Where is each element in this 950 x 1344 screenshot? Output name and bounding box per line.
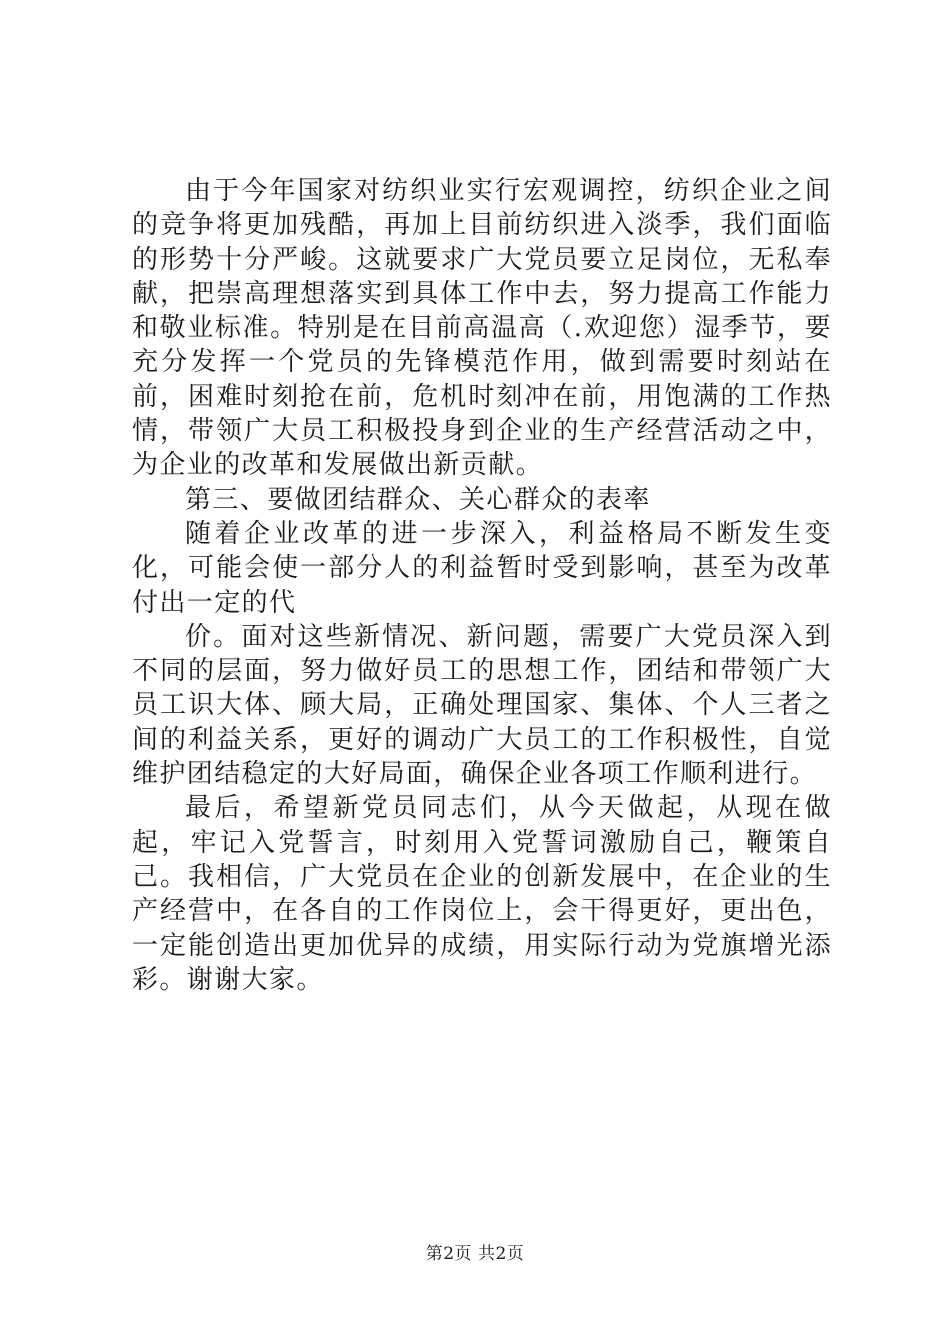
paragraph-heading-third: 第三、要做团结群众、关心群众的表率 bbox=[185, 484, 651, 515]
page-number: 第2页 共2页 bbox=[425, 1244, 525, 1264]
paragraph-reform-detail: 价。面对这些新情况、新问题，需要广大党员深入到不同的层面，努力做好员工的思想工作，团结和带领广大员工识大体、顾大局，正确处理国家、集体、个人三者之间的利益关系，更好的调动广大员工的工作积极性，自觉维护团结稳定的大好局面，确保企业各项工作顺利进行。 bbox=[132, 621, 832, 790]
paragraph-reform-intro: 随着企业改革的进一步深入，利益格局不断发生变化，可能会使一部分人的利益暂时受到影响，甚至为改革付出一定的代 bbox=[132, 518, 832, 618]
paragraph-closing: 最后，希望新党员同志们，从今天做起，从现在做起，牢记入党誓言，时刻用入党誓词激励自己，鞭策自己。我相信，广大党员在企业的创新发展中，在企业的生产经营中，在各自的工作岗位上，会干得更好，更出色，一定能创造出更加优异的成绩，用实际行动为党旗增光添彩。谢谢大家。 bbox=[132, 793, 832, 995]
page-footer bbox=[0, 1243, 950, 1265]
document-body bbox=[132, 174, 832, 997]
paragraph-situation: 由于今年国家对纺织业实行宏观调控，纺织企业之间的竞争将更加残酷，再加上目前纺织进入淡季，我们面临的形势十分严峻。这就要求广大党员要立足岗位，无私奉献，把崇高理想落实到具体工作中去，努力提高工作能力和敬业标准。特别是在目前高温高（.欢迎您）湿季节，要充分发挥一个党员的先锋模范作用，做到需要时刻站在前，困难时刻抢在前，危机时刻冲在前，用饱满的工作热情，带领广大员工积极投身到企业的生产经营活动之中，为企业的改革和发展做出新贡献。 bbox=[132, 176, 832, 481]
